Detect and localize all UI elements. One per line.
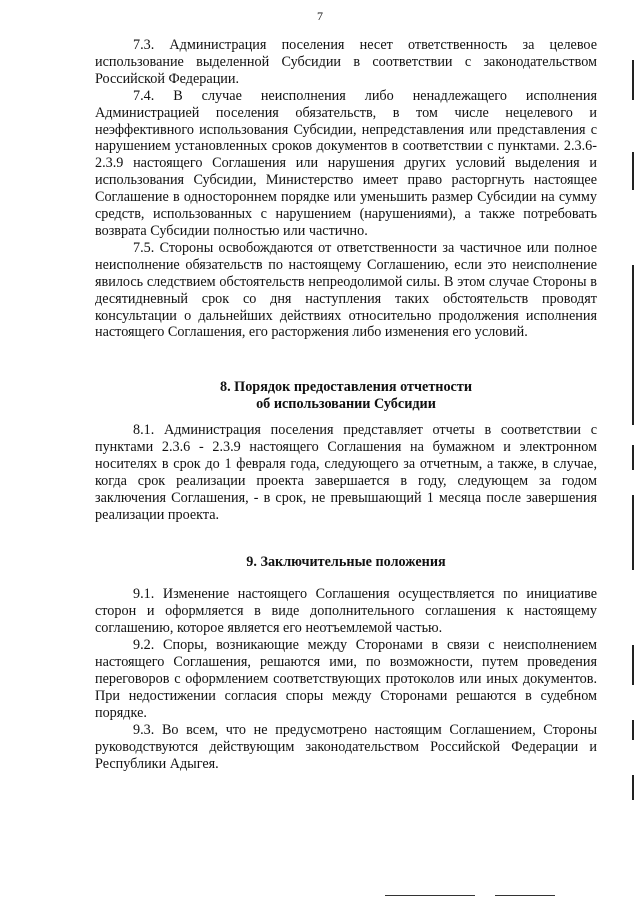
document-body <box>95 37 597 772</box>
paragraph-8-1: 8.1. Администрация поселения представляет отчеты в соответствии с пунктами 2.3.6 - 2.3.9 настоящего Соглашения на бумажном и электронном носителях в срок до 1 февраля года, следующего за отчетным, а также, в случае, когда срок реализации проекта завершается в году, следующем за годом заключения Соглашения, - в срок, не превышающий 1 месяца после завершения реализации проекта. <box>95 422 597 523</box>
scan-mark <box>632 495 634 570</box>
section-8-heading-line1: 8. Порядок предоставления отчетности <box>219 379 472 396</box>
scan-mark <box>632 265 634 425</box>
paragraph-7-3: 7.3. Администрация поселения несет ответственность за целевое использование выделенной Субсидии в соответствии с законодательством Российской Федерации. <box>95 37 597 87</box>
page-number: 7 <box>317 9 323 23</box>
scan-mark <box>632 60 634 100</box>
scan-mark <box>632 775 634 800</box>
paragraph-9-2: 9.2. Споры, возникающие между Сторонами в связи с неисполнением настоящего Соглашения, решаются ими, по возможности, путем проведения переговоров с оформлением соответствующих протоколов или иных документов. При недостижении согласия споры между Сторонами решаются в судебном порядке. <box>95 637 597 721</box>
paragraph-7-5: 7.5. Стороны освобождаются от ответственности за частичное или полное неисполнение обязательств по настоящему Соглашению, если это неисполнение явилось следствием обстоятельств непреодолимой силы. В этом случае Стороны в десятидневный срок со дня наступления таких обстоятельств проводят консультации о дальнейших действиях относительно продолжения исполнения настоящего Соглашения, его расторжения либо изменения его условий. <box>95 239 597 341</box>
section-8-heading <box>95 379 597 413</box>
scan-mark <box>632 445 634 470</box>
paragraph-9-3: 9.3. Во всем, что не предусмотрено настоящим Соглашением, Стороны руководствуются действующим законодательством Российской Федерации и Республики Адыгея. <box>95 721 597 772</box>
paragraph-7-4: 7.4. В случае неисполнения либо ненадлежащего исполнения Администрацией поселения обязательств, в том числе нецелевого и неэффективного использования Субсидии, непредставления или представления с нарушением установленных сроков документов в соответствии с пунктами. 2.3.6-2.3.9 настоящего Соглашения или нарушения других условий выделения и использования Субсидии, Министерство имеет право расторгнуть настоящее Соглашение в одностороннем порядке или уменьшить размер Субсидии на сумму средств, использованных с нарушением (нарушениями), а также потребовать возврата Субсидии полностью или частично. <box>95 87 597 239</box>
paragraph-9-1: 9.1. Изменение настоящего Соглашения осуществляется по инициативе сторон и оформляется в виде дополнительного соглашения к настоящему соглашению, которое является его неотъемлемой частью. <box>95 586 597 637</box>
scan-mark <box>632 645 634 685</box>
scan-line <box>385 895 475 896</box>
scan-mark <box>632 720 634 740</box>
section-9-heading: 9. Заключительные положения <box>246 553 446 570</box>
scan-line <box>495 895 555 896</box>
scan-mark <box>632 152 634 190</box>
section-8-heading-line2: об использовании Субсидии <box>256 396 436 413</box>
